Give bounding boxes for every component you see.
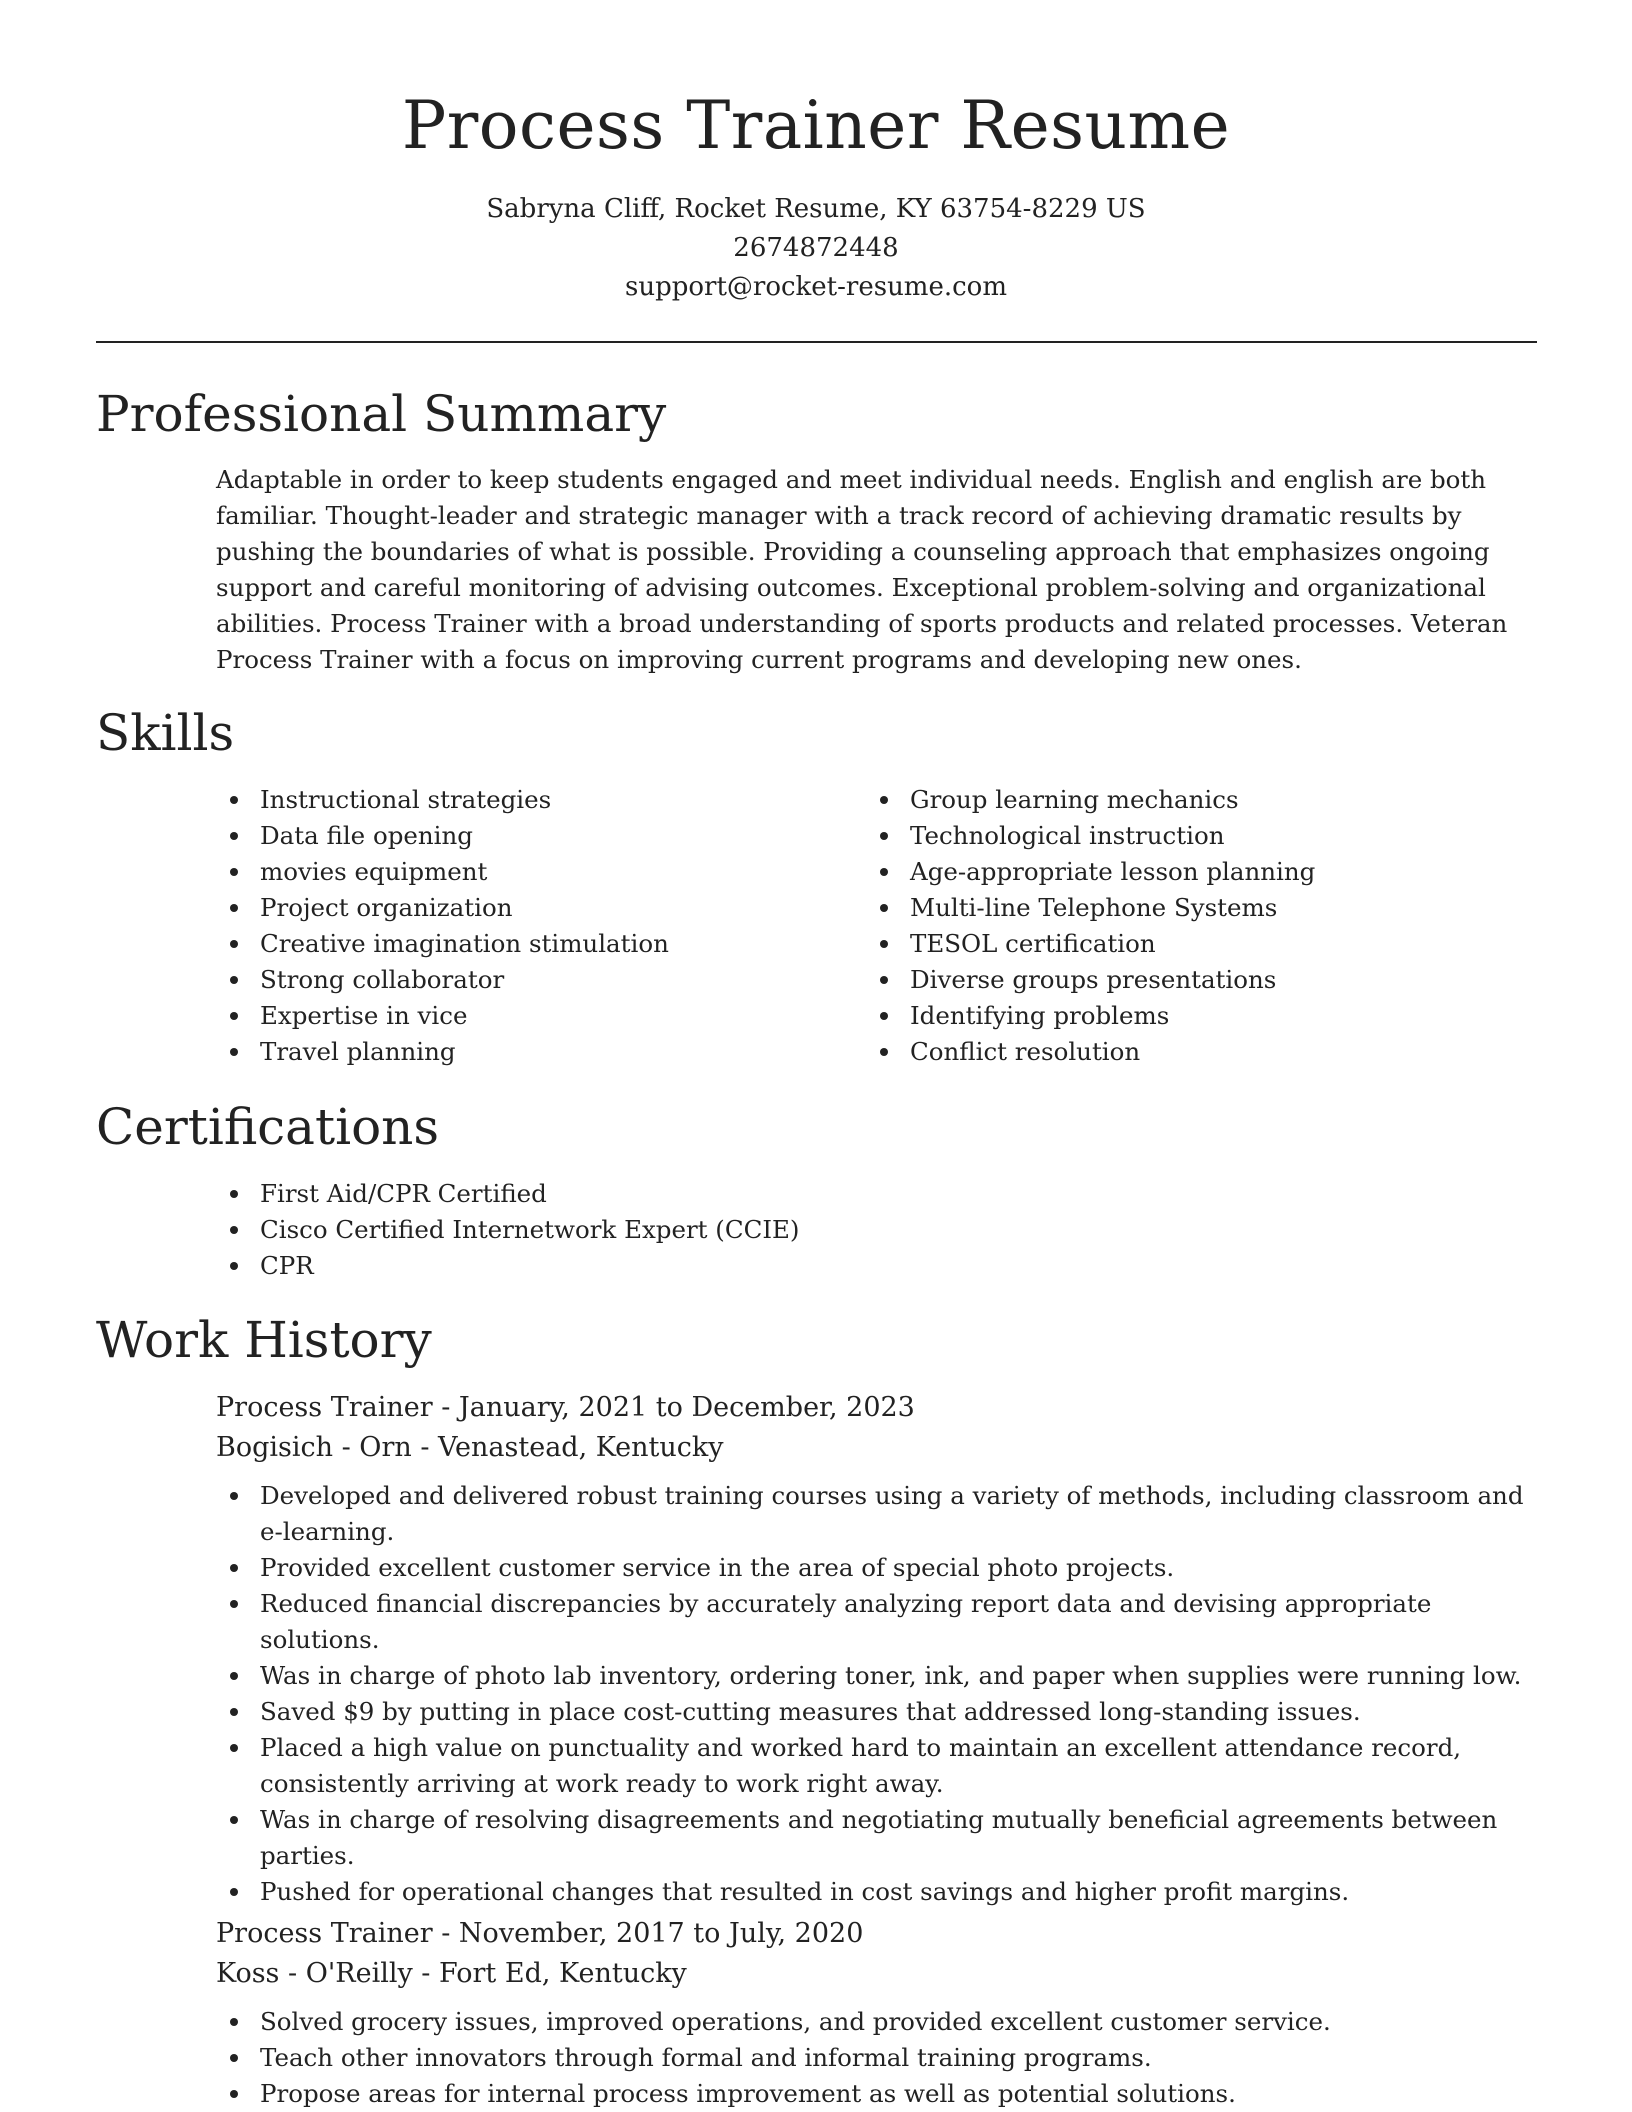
certifications-list bbox=[216, 1176, 1536, 1284]
job-title-line: Process Trainer - January, 2021 to December, 2023 bbox=[216, 1392, 915, 1423]
summary-text: Adaptable in order to keep students engaged and meet individual needs. English and english are both familiar. Thought-leader and strategic manager with a track record of achieving dramatic results by pushing the boundaries of what is possible. Providing a counseling approach that emphasizes ongoing support and careful monitoring of advising outcomes. Exceptional problem-solving and organizational abilities. Process Trainer with a broad understanding of sports products and related processes. Veteran Process Trainer with a focus on improving current programs and developing new ones. bbox=[216, 465, 1508, 674]
job-duty-item: Teach other innovators through formal and informal training programs. bbox=[216, 2040, 1536, 2076]
skill-item: Instructional strategies bbox=[216, 782, 816, 818]
job-entry bbox=[216, 1914, 1536, 2112]
skills-list-left bbox=[216, 782, 816, 1070]
job-title-line: Process Trainer - November, 2017 to July, 2020 bbox=[216, 1918, 864, 1949]
skill-item: Multi-line Telephone Systems bbox=[866, 890, 1506, 926]
contact-info bbox=[0, 190, 1632, 307]
skill-item: Technological instruction bbox=[866, 818, 1506, 854]
certification-item: First Aid/CPR Certified bbox=[216, 1176, 1536, 1212]
job-duty-item: Reduced financial discrepancies by accurately analyzing report data and devising appropriate solutions. bbox=[216, 1586, 1536, 1658]
skill-item: Identifying problems bbox=[866, 998, 1506, 1034]
certifications-heading: Certifications bbox=[96, 1098, 440, 1156]
skill-item: Diverse groups presentations bbox=[866, 962, 1506, 998]
header-divider bbox=[96, 341, 1537, 343]
certification-item: CPR bbox=[216, 1248, 1536, 1284]
skill-item: Strong collaborator bbox=[216, 962, 816, 998]
skill-item: TESOL certification bbox=[866, 926, 1506, 962]
page-title: Process Trainer Resume bbox=[401, 87, 1231, 164]
job-duty-item: Solved grocery issues, improved operations, and provided excellent customer service. bbox=[216, 2004, 1536, 2040]
skill-item: movies equipment bbox=[216, 854, 816, 890]
skill-item: Travel planning bbox=[216, 1034, 816, 1070]
skill-item: Data file opening bbox=[216, 818, 816, 854]
job-duty-item: Was in charge of resolving disagreements and negotiating mutually beneficial agreements between parties. bbox=[216, 1802, 1536, 1874]
skill-item: Age-appropriate lesson planning bbox=[866, 854, 1506, 890]
job-duty-item: Placed a high value on punctuality and worked hard to maintain an excellent attendance record, consistently arriving at work ready to work right away. bbox=[216, 1730, 1536, 1802]
job-duty-item: Was in charge of photo lab inventory, ordering toner, ink, and paper when supplies were running low. bbox=[216, 1658, 1536, 1694]
resume-header bbox=[0, 0, 1632, 307]
work-history-heading: Work History bbox=[96, 1311, 432, 1369]
skills-list-right bbox=[866, 782, 1506, 1070]
skill-item: Group learning mechanics bbox=[866, 782, 1506, 818]
job-duty-item: Provided excellent customer service in the area of special photo projects. bbox=[216, 1550, 1536, 1586]
job-duties bbox=[216, 1478, 1536, 1910]
skill-item: Creative imagination stimulation bbox=[216, 926, 816, 962]
certification-item: Cisco Certified Internetwork Expert (CCIE) bbox=[216, 1212, 1536, 1248]
contact-address: Sabryna Cliff, Rocket Resume, KY 63754-8229 US bbox=[486, 194, 1146, 224]
job-entry bbox=[216, 1388, 1536, 1910]
contact-phone: 2674872448 bbox=[733, 233, 899, 263]
job-company-line: Bogisich - Orn - Venastead, Kentucky bbox=[216, 1432, 724, 1463]
job-duty-item: Developed and delivered robust training courses using a variety of methods, including classroom and e-learning. bbox=[216, 1478, 1536, 1550]
job-duty-item: Saved $9 by putting in place cost-cutting measures that addressed long-standing issues. bbox=[216, 1694, 1536, 1730]
skill-item: Conflict resolution bbox=[866, 1034, 1506, 1070]
contact-email: support@rocket-resume.com bbox=[624, 272, 1007, 302]
job-duty-item: Pushed for operational changes that resulted in cost savings and higher profit margins. bbox=[216, 1874, 1536, 1910]
skills-heading: Skills bbox=[96, 704, 235, 762]
job-company-line: Koss - O'Reilly - Fort Ed, Kentucky bbox=[216, 1958, 687, 1989]
summary-heading: Professional Summary bbox=[96, 385, 667, 443]
job-duties bbox=[216, 2004, 1536, 2112]
skill-item: Project organization bbox=[216, 890, 816, 926]
skill-item: Expertise in vice bbox=[216, 998, 816, 1034]
job-duty-item: Propose areas for internal process improvement as well as potential solutions. bbox=[216, 2076, 1536, 2112]
